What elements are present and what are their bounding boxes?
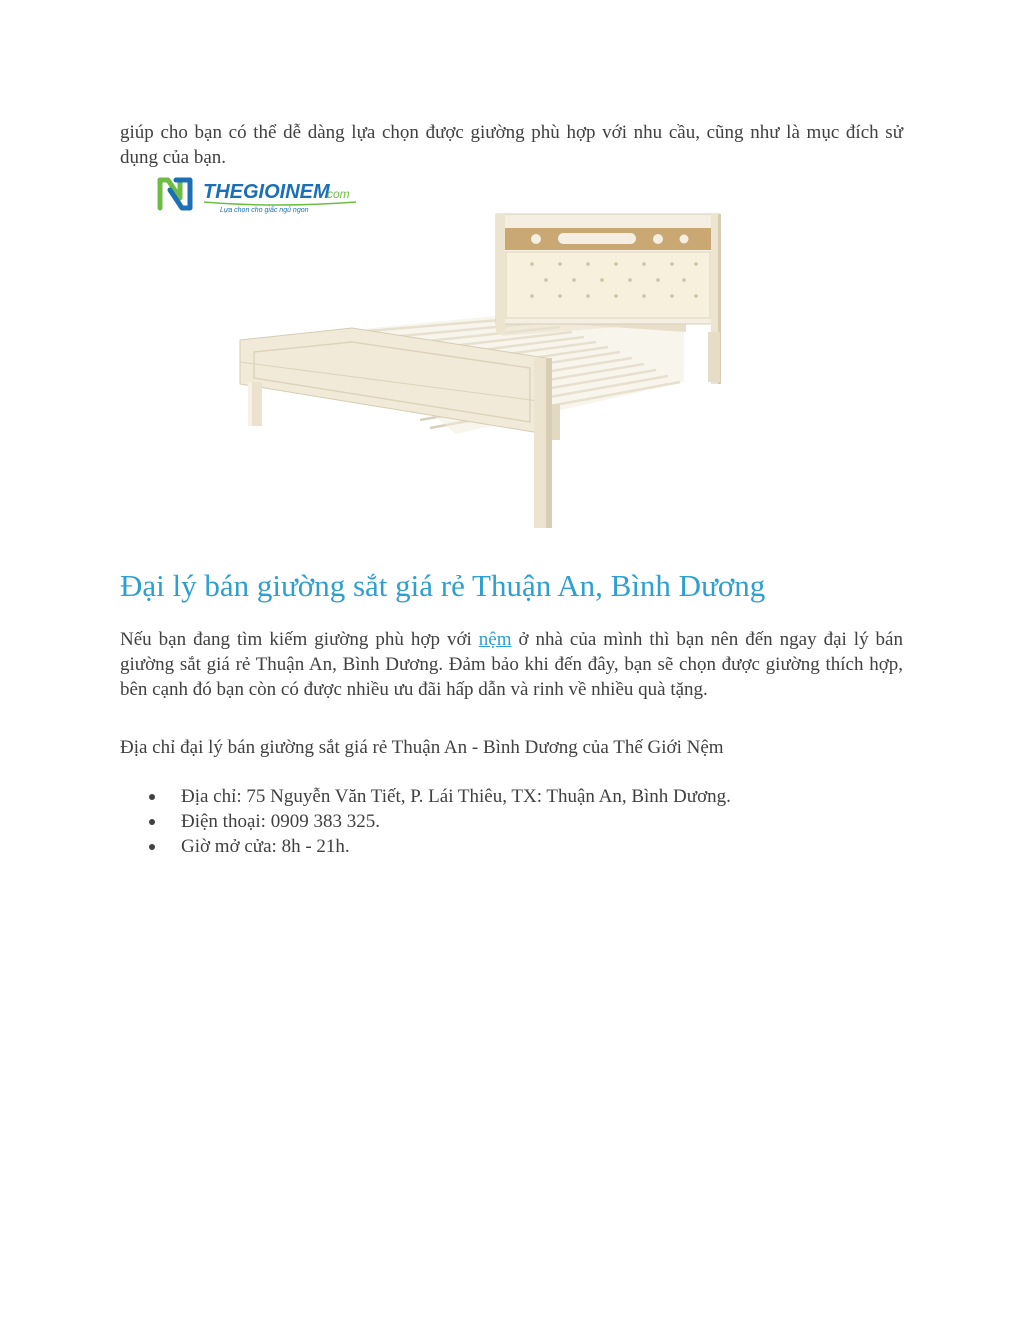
logo-brand: THEGIOINEM: [203, 181, 330, 203]
list-item-text: Địa chỉ: 75 Nguyễn Văn Tiết, P. Lái Thiêu, TX: Thuận An, Bình Dương.: [181, 786, 731, 807]
body-paragraph: [120, 627, 903, 702]
list-item-text: Giờ mở cửa: 8h - 21h.: [181, 836, 350, 857]
section-heading: Đại lý bán giường sắt giá rẻ Thuận An, Bình Dương: [120, 568, 766, 603]
paragraph-text-after-link: ở nhà của mình thì bạn nên đến ngay đại lý bán giường sắt giá rẻ Thuận An, Bình Dương. Đảm bảo khi đến đây, bạn sẽ chọn được giường thích hợp, bên cạnh đó bạn còn có được nhiều ưu đãi hấp dẫn và rinh về nhiều quà tặng.: [120, 629, 903, 700]
address-intro: Địa chỉ đại lý bán giường sắt giá rẻ Thuận An - Bình Dương của Thế Giới Nệm: [120, 737, 724, 758]
list-item-address: [120, 784, 731, 809]
list-item-text: Điện thoại: 0909 383 325.: [181, 811, 380, 832]
bullet-icon: [149, 819, 155, 825]
list-item-phone: [120, 809, 731, 834]
paragraph-text-before-link: Nếu bạn đang tìm kiếm giường phù hợp với: [120, 629, 479, 650]
bullet-icon: [149, 794, 155, 800]
logo-tagline: Lựa chọn cho giấc ngủ ngon: [220, 207, 309, 214]
thegioinem-logo: [160, 180, 356, 214]
logo-mark-icon: [160, 180, 190, 208]
product-figure: [156, 172, 896, 542]
logo-suffix: com: [327, 187, 350, 201]
intro-paragraph: giúp cho bạn có thể dễ dàng lựa chọn được giường phù hợp với nhu cầu, cũng như là mục đích sử dụng của bạn.: [120, 122, 903, 168]
list-item-hours: [120, 834, 731, 859]
contact-info-list: [120, 784, 731, 859]
bed-drawing: [240, 214, 721, 528]
bed-image: [156, 172, 896, 542]
nem-link[interactable]: nệm: [478, 629, 512, 650]
bullet-icon: [149, 844, 155, 850]
